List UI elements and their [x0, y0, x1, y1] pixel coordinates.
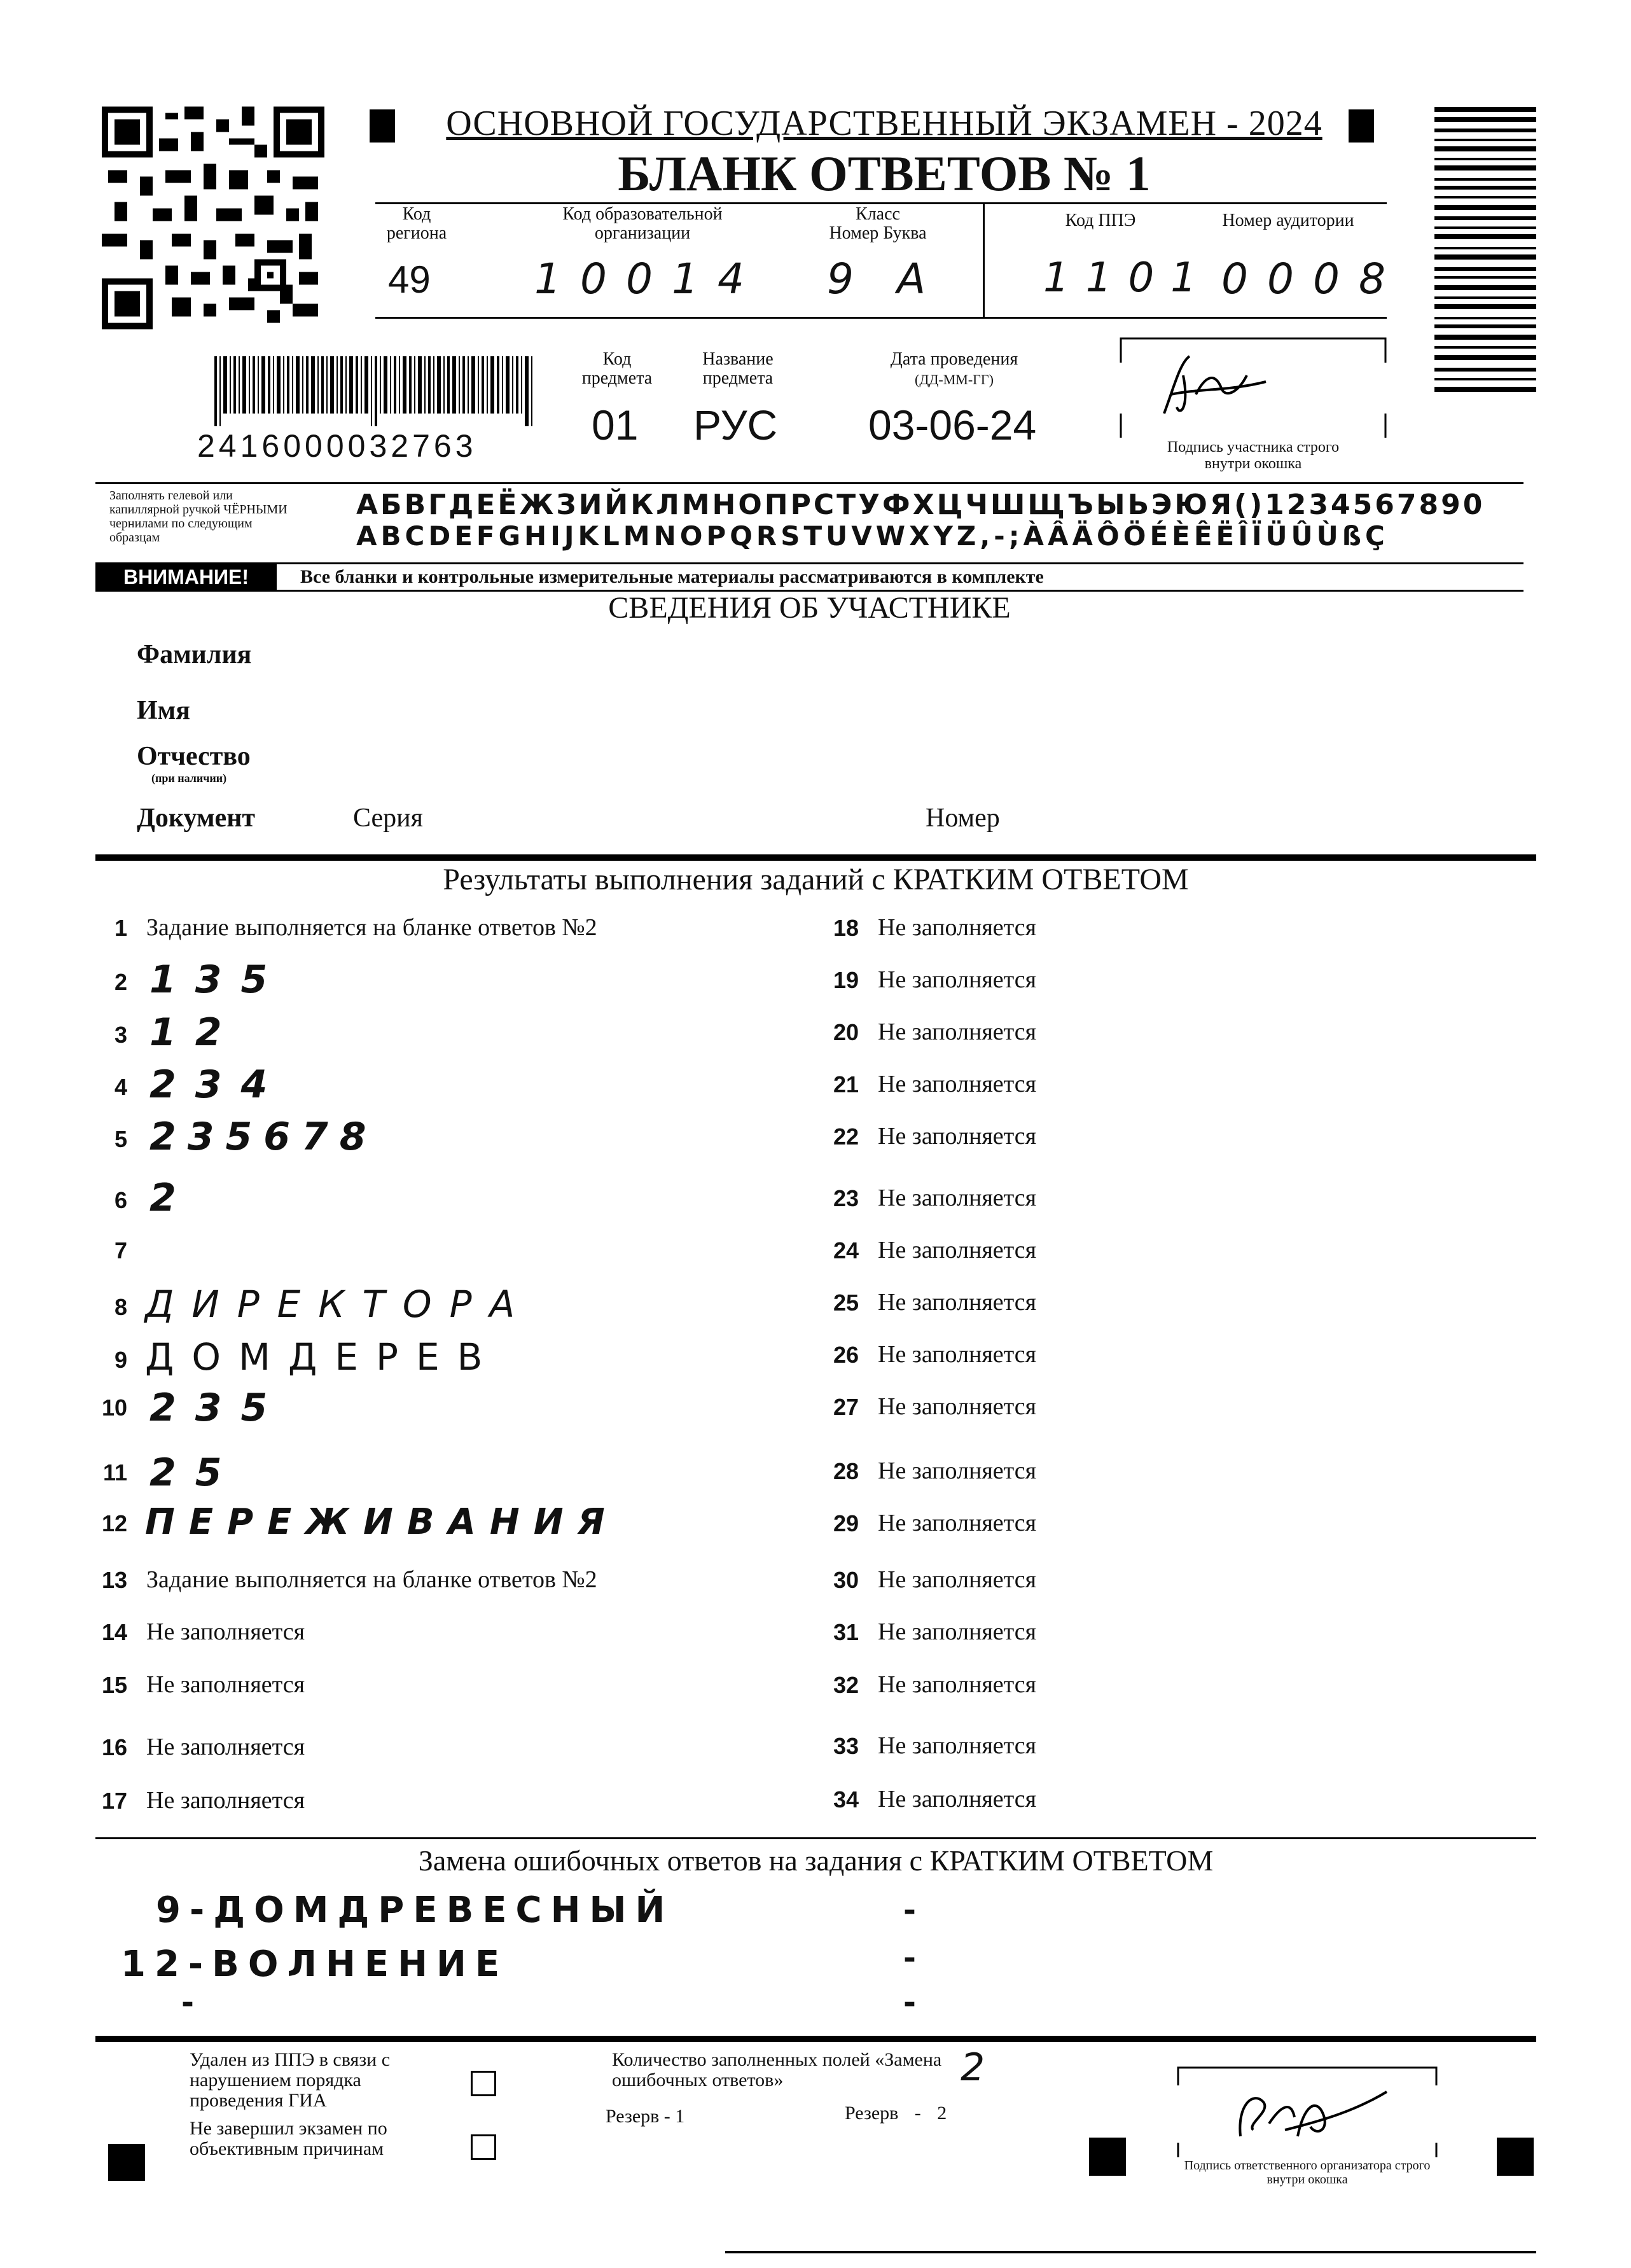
- replacement-left-2[interactable]: 12-ВОЛНЕНИЕ: [121, 1944, 509, 1985]
- answer-row-24[interactable]: [821, 1232, 1520, 1270]
- answer-row-33[interactable]: [821, 1728, 1520, 1766]
- subject-code: 01: [592, 401, 639, 449]
- series-field[interactable]: [445, 797, 859, 835]
- answer-row-12[interactable]: [89, 1501, 789, 1546]
- replacement-right-2[interactable]: -: [903, 1940, 934, 1976]
- answer-number: 25: [833, 1290, 859, 1316]
- answer-row-34[interactable]: [821, 1781, 1520, 1819]
- short-answers-title: Результаты выполнения заданий с КРАТКИМ ОТВЕТОМ: [443, 863, 1189, 896]
- answer-row-4[interactable]: [89, 1062, 789, 1107]
- answer-text: Не заполняется: [878, 1732, 1037, 1759]
- answer-text: Не заполняется: [878, 1237, 1037, 1263]
- barcode-number: 2416000032763: [197, 428, 477, 464]
- sample-row-latin: ABCDEFGHIJKLMNOPQRSTUVWXYZ,-;ÀÂÄÔÖÉÈÊËÎÏÜÛÙßÇ: [356, 520, 1389, 552]
- removed-checkbox[interactable]: [471, 2071, 496, 2096]
- answer-text: Задание выполняется на бланке ответов №2: [146, 1566, 597, 1593]
- answer-number: 29: [833, 1510, 859, 1536]
- answer-row-23[interactable]: [821, 1180, 1520, 1218]
- answer-row-29[interactable]: [821, 1505, 1520, 1543]
- answer-text: Не заполняется: [878, 1671, 1037, 1698]
- short-answers-top-rule: [95, 854, 1536, 861]
- participant-signature-label: Подпись участника строго внутри окошка: [1167, 439, 1340, 472]
- region-label: Код региона: [386, 204, 447, 243]
- exam-title: ОСНОВНОЙ ГОСУДАРСТВЕННЫЙ ЭКЗАМЕН - 2024: [446, 104, 1322, 143]
- answer-row-30[interactable]: [821, 1562, 1520, 1600]
- answer-row-9[interactable]: [89, 1333, 789, 1377]
- answer-row-22[interactable]: [821, 1118, 1520, 1157]
- answer-number: 3: [114, 1022, 127, 1048]
- answer-number: 14: [101, 1619, 127, 1645]
- answer-text: Не заполняется: [146, 1671, 305, 1698]
- class-label: Класс: [856, 204, 900, 224]
- answer-row-10[interactable]: [89, 1386, 789, 1430]
- answer-value: 135: [149, 957, 287, 1002]
- ppe-label: Код ППЭ: [1065, 211, 1136, 230]
- answer-row-28[interactable]: [821, 1453, 1520, 1491]
- answer-number: 7: [114, 1237, 127, 1263]
- number-label: Номер: [926, 804, 1000, 833]
- answer-row-21[interactable]: [821, 1066, 1520, 1104]
- date-value: 03-06-24: [868, 401, 1037, 449]
- answer-text: Не заполняется: [146, 1734, 305, 1760]
- participant-signature-frame: [1120, 337, 1387, 439]
- answer-text: Не заполняется: [878, 1123, 1037, 1150]
- answer-row-25[interactable]: [821, 1284, 1520, 1323]
- participant-section-title: СВЕДЕНИЯ ОБ УЧАСТНИКЕ: [608, 591, 1011, 625]
- name-label: Имя: [137, 696, 190, 725]
- corner-marker-bottom-center: [1089, 2138, 1126, 2176]
- answer-number: 27: [833, 1394, 859, 1420]
- reserve-2-label: Резерв - 2: [845, 2103, 947, 2124]
- answer-value: 25: [149, 1451, 241, 1495]
- class-letter: А: [897, 254, 945, 303]
- corner-marker-bottom-left: [108, 2144, 145, 2181]
- series-label: Серия: [353, 804, 423, 833]
- org-value: 10014: [534, 254, 763, 303]
- answer-row-1[interactable]: [89, 910, 789, 948]
- patronymic-note: (при наличии): [151, 772, 227, 784]
- answer-text: Не заполняется: [878, 1341, 1037, 1368]
- footer-top-rule: [95, 2036, 1536, 2042]
- side-barcode-graphic: [1434, 107, 1536, 393]
- answer-text: Не заполняется: [878, 1786, 1037, 1812]
- answer-row-7[interactable]: [89, 1231, 789, 1269]
- room-label: Номер аудитории: [1222, 211, 1354, 230]
- answer-number: 20: [833, 1019, 859, 1045]
- answer-text: Не заполняется: [878, 1289, 1037, 1316]
- answer-number: 26: [833, 1342, 859, 1368]
- replacement-right-3[interactable]: -: [903, 1985, 934, 2021]
- org-label: Код образовательной организации: [562, 204, 723, 243]
- answer-text: Не заполняется: [878, 1566, 1037, 1593]
- answer-number: 24: [833, 1237, 859, 1263]
- answer-text: Не заполняется: [878, 1019, 1037, 1045]
- answer-number: 11: [102, 1459, 127, 1485]
- answer-number: 31: [833, 1619, 859, 1645]
- answer-value: 12: [149, 1010, 241, 1055]
- answer-row-32[interactable]: [821, 1667, 1520, 1705]
- replacement-left-3[interactable]: -: [181, 1985, 212, 2021]
- attention-badge: ВНИМАНИЕ!: [95, 564, 277, 590]
- answer-number: 19: [833, 967, 859, 993]
- qr-code-graphic: [102, 105, 324, 331]
- answer-row-19[interactable]: [821, 962, 1520, 1000]
- participant-signature-box[interactable]: [1120, 337, 1387, 439]
- answer-number: 32: [833, 1672, 859, 1698]
- answer-value: 235: [149, 1386, 287, 1430]
- codes-divider: [983, 202, 985, 317]
- patronymic-field[interactable]: [293, 738, 1501, 776]
- number-field[interactable]: [1031, 797, 1501, 835]
- room-value: 0008: [1221, 254, 1405, 303]
- answer-row-16[interactable]: [89, 1729, 789, 1767]
- answer-number: 22: [833, 1124, 859, 1150]
- region-value: 49: [388, 258, 431, 301]
- answer-number: 34: [833, 1786, 859, 1812]
- answer-number: 10: [101, 1395, 127, 1421]
- answer-row-15[interactable]: [89, 1667, 789, 1705]
- answer-number: 21: [833, 1071, 859, 1097]
- answer-number: 6: [114, 1187, 127, 1213]
- subject-name: РУС: [693, 401, 778, 449]
- subject-name-label: Название предмета: [702, 349, 774, 388]
- answer-row-27[interactable]: [821, 1389, 1520, 1427]
- answer-number: 5: [114, 1126, 127, 1152]
- answer-row-8[interactable]: [89, 1280, 789, 1325]
- document-label: Документ: [137, 804, 256, 833]
- answer-text: Не заполняется: [878, 966, 1037, 993]
- class-sublabel: Номер Буква: [829, 223, 927, 243]
- qr-code: [102, 105, 324, 331]
- answer-number: 4: [114, 1074, 127, 1100]
- answer-value: ДИРЕКТОРА: [145, 1283, 533, 1326]
- answer-row-17[interactable]: [89, 1783, 789, 1821]
- reserve-1-label: Резерв - 1: [606, 2106, 685, 2127]
- answer-text: Не заполняется: [878, 1185, 1037, 1211]
- organizer-signature-label: Подпись ответственного организатора строго внутри окошка: [1184, 2159, 1431, 2187]
- answer-value: 234: [149, 1062, 287, 1107]
- subject-code-label: Код предмета: [581, 349, 653, 388]
- main-barcode: [213, 356, 544, 428]
- not-finished-label: Не завершил экзамен по объективным причинам: [190, 2118, 387, 2159]
- answer-text: Не заполняется: [878, 1618, 1037, 1645]
- answer-number: 12: [101, 1510, 127, 1536]
- attention-bar: [95, 562, 1523, 592]
- answer-row-11[interactable]: [89, 1451, 789, 1495]
- answer-number: 1: [114, 915, 127, 941]
- answer-row-6[interactable]: [89, 1176, 789, 1220]
- organizer-signature-frame: [1177, 2066, 1438, 2159]
- answer-row-14[interactable]: [89, 1614, 789, 1652]
- answer-row-13[interactable]: [89, 1562, 789, 1600]
- replacement-count-label: Количество заполненных полей «Замена ошибочных ответов»: [612, 2049, 942, 2091]
- answer-number: 17: [101, 1788, 127, 1814]
- answer-number: 13: [101, 1567, 127, 1593]
- surname-label: Фамилия: [137, 640, 252, 669]
- replacement-left-1[interactable]: 9-ДОМДРЕВЕСНЫЙ: [156, 1889, 674, 1931]
- answer-number: 15: [101, 1672, 127, 1698]
- date-format: (ДД-ММ-ГГ): [915, 372, 994, 387]
- answer-number: 9: [114, 1347, 127, 1373]
- answer-row-2[interactable]: [89, 957, 789, 1002]
- answer-text: Не заполняется: [878, 1458, 1037, 1484]
- answer-row-20[interactable]: [821, 1014, 1520, 1052]
- corner-marker-top-left: [370, 109, 395, 143]
- answer-value: ПЕРЕЖИВАНИЯ: [145, 1501, 619, 1543]
- removed-label: Удален из ППЭ в связи с нарушением порядка проведения ГИА: [190, 2049, 391, 2111]
- organizer-signature-box[interactable]: [1177, 2066, 1438, 2159]
- answer-row-31[interactable]: [821, 1614, 1520, 1652]
- answer-number: 16: [101, 1734, 127, 1760]
- corner-marker-top-right: [1349, 109, 1374, 143]
- main-barcode-graphic: [213, 356, 544, 428]
- answer-row-26[interactable]: [821, 1337, 1520, 1375]
- replacements-title: Замена ошибочных ответов на задания с КРАТКИМ ОТВЕТОМ: [418, 1844, 1214, 1877]
- replacement-right-1[interactable]: -: [903, 1893, 934, 1928]
- answer-number: 23: [833, 1185, 859, 1211]
- answer-text: Не заполняется: [146, 1787, 305, 1814]
- not-finished-checkbox[interactable]: [471, 2134, 496, 2160]
- attention-text: Все бланки и контрольные измерительные материалы рассматриваются в комплекте: [300, 566, 1044, 587]
- sample-top-rule: [95, 482, 1523, 484]
- answer-number: 33: [833, 1733, 859, 1759]
- answer-text: Задание выполняется на бланке ответов №2: [146, 914, 597, 941]
- page-bottom-rule: [725, 2251, 1536, 2253]
- answer-text: Не заполняется: [878, 1393, 1037, 1420]
- codes-bottom-rule: [375, 317, 1387, 319]
- form-title: БЛАНК ОТВЕТОВ № 1: [618, 146, 1151, 201]
- surname-field[interactable]: [293, 633, 1501, 671]
- sample-instruction: Заполнять гелевой или капиллярной ручкой ЧЁРНЫМИ чернилами по следующим образцам: [109, 489, 288, 545]
- answer-text: Не заполняется: [146, 1618, 305, 1645]
- name-field[interactable]: [293, 689, 1501, 727]
- answer-number: 2: [114, 969, 127, 995]
- corner-marker-bottom-right: [1497, 2138, 1534, 2176]
- answer-number: 30: [833, 1567, 859, 1593]
- answer-text: Не заполняется: [878, 1510, 1037, 1536]
- replacements-top-rule: [95, 1837, 1536, 1839]
- answer-number: 8: [114, 1294, 127, 1320]
- answer-row-3[interactable]: [89, 1010, 789, 1055]
- answer-number: 18: [833, 915, 859, 941]
- patronymic-label: Отчество: [137, 742, 251, 771]
- answer-text: Не заполняется: [878, 914, 1037, 941]
- answer-row-18[interactable]: [821, 910, 1520, 948]
- class-number: 9: [827, 254, 873, 303]
- side-barcode: [1434, 107, 1536, 393]
- answer-row-5[interactable]: [89, 1115, 789, 1159]
- date-label: Дата проведения: [890, 349, 1018, 369]
- answer-value: 2: [149, 1176, 195, 1220]
- answer-number: 28: [833, 1458, 859, 1484]
- answer-text: Не заполняется: [878, 1071, 1037, 1097]
- sample-row-cyrillic: АБВГДЕЁЖЗИЙКЛМНОПРСТУФХЦЧШЩЪЫЬЭЮЯ()1234567890: [356, 489, 1485, 521]
- ppe-value: 1101: [1043, 254, 1213, 302]
- replacement-count-value[interactable]: 2: [961, 2045, 1004, 2090]
- answer-value: ДОМДЕРЕВ: [145, 1335, 501, 1379]
- answer-value: 235678: [149, 1115, 378, 1159]
